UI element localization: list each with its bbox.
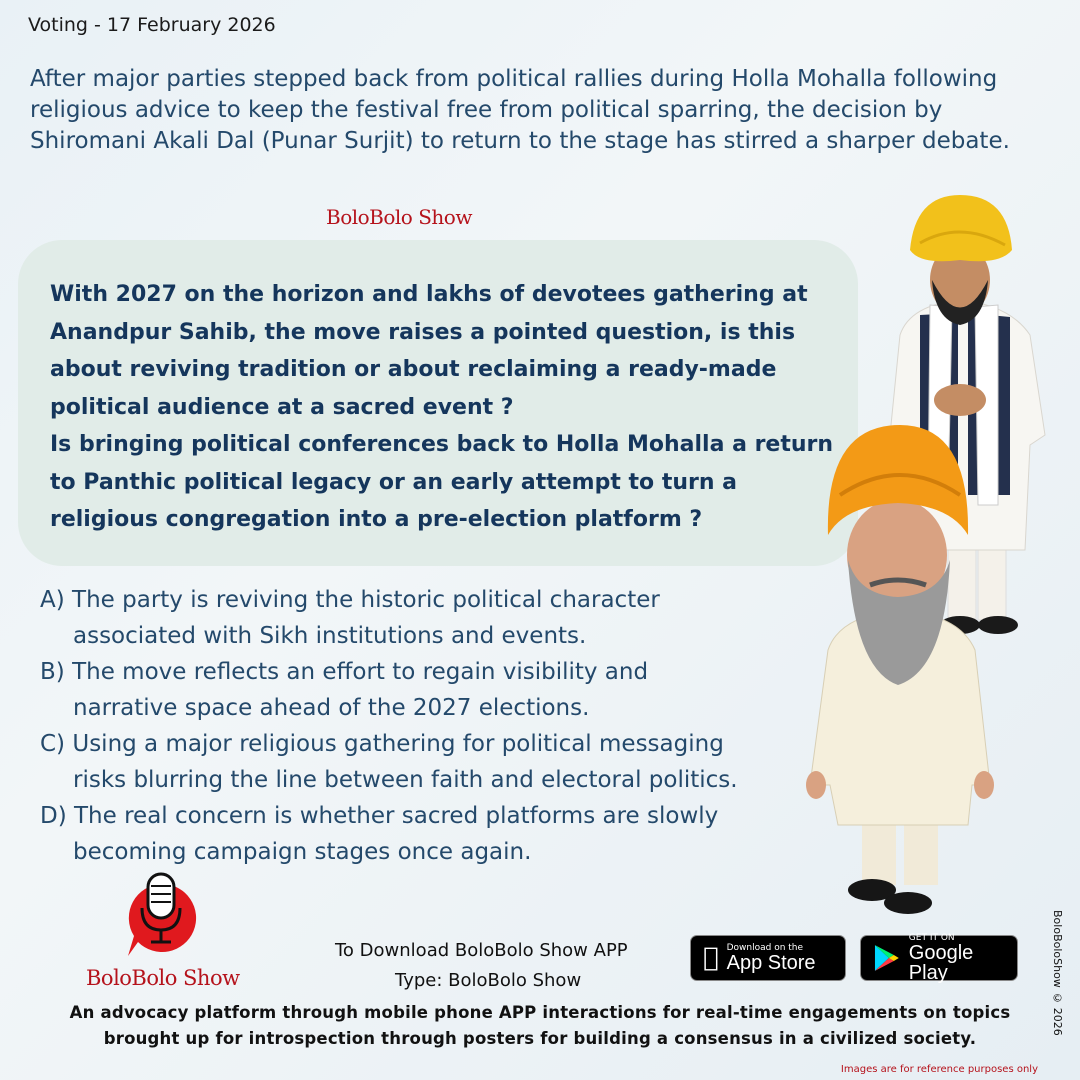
app-store-button[interactable]	[690, 935, 846, 981]
date-line: Voting - 17 February 2026	[28, 14, 276, 36]
brand-wordmark: BoloBolo Show	[326, 205, 472, 229]
image-disclaimer: Images are for reference purposes only	[840, 1064, 1038, 1075]
microphone-logo-icon	[118, 872, 206, 962]
answer-options	[40, 582, 810, 870]
option-text: Using a major religious gathering for political messaging	[72, 731, 724, 757]
google-play-icon	[871, 943, 901, 973]
app-store-label: App Store	[711, 951, 800, 974]
tagline-line: brought up for introspection through posters for building a consensus in a civilized society.	[103, 1029, 977, 1048]
apple-icon	[703, 945, 719, 971]
question-text	[50, 276, 840, 539]
option-text: The move reflects an effort to regain visibility and	[72, 659, 649, 685]
option-text: becoming campaign stages once again.	[73, 839, 532, 865]
option-a[interactable]	[40, 582, 810, 654]
tagline	[0, 1000, 1080, 1052]
option-text: The party is reviving the historic political character	[72, 587, 660, 613]
tagline-line: An advocacy platform through mobile phone APP interactions for real-time engagements on topics	[69, 1003, 1011, 1022]
person-orange-turban-illustration	[800, 425, 1000, 920]
option-text: risks blurring the line between faith and electoral politics.	[73, 767, 738, 793]
option-label: D)	[40, 803, 67, 829]
option-text: associated with Sikh institutions and events.	[73, 623, 587, 649]
option-c[interactable]	[40, 726, 810, 798]
google-play-button[interactable]	[860, 932, 1018, 984]
option-label: B)	[40, 659, 65, 685]
intro-paragraph: After major parties stepped back from political rallies during Holla Mohalla following religious advice to keep the festival free from political sparring, the decision by Shiromani Akali Dal (Punar Surjit) to return to the stage has stirred a sharper debate.	[30, 66, 1010, 154]
google-play-caption: GET IT ON	[908, 932, 955, 943]
google-play-label: Google Play	[908, 941, 974, 984]
option-text: narrative space ahead of the 2027 elections.	[73, 695, 590, 721]
option-d[interactable]	[40, 798, 810, 870]
option-text: The real concern is whether sacred platforms are slowly	[74, 803, 719, 829]
copyright-notice: BoloBoloShow © 2026	[1051, 910, 1064, 1036]
brand-wordmark-bottom: BoloBolo Show	[86, 966, 240, 990]
option-label: C)	[40, 731, 66, 757]
question-part-2: Is bringing political conferences back to Holla Mohalla a return to Panthic political legacy or an early attempt to turn a religious congregation into a pre-election platform ?	[50, 432, 834, 532]
download-search-term: Type: BoloBolo Show	[395, 970, 582, 991]
download-instruction: To Download BoloBolo Show APP	[335, 940, 628, 961]
option-label: A)	[40, 587, 65, 613]
app-store-caption: Download on the	[711, 942, 788, 953]
option-b[interactable]	[40, 654, 810, 726]
question-part-1: With 2027 on the horizon and lakhs of devotees gathering at Anandpur Sahib, the move raises a pointed question, is this about reviving tradition or about reclaiming a ready-made political audience at a sacred event ?	[50, 282, 808, 420]
